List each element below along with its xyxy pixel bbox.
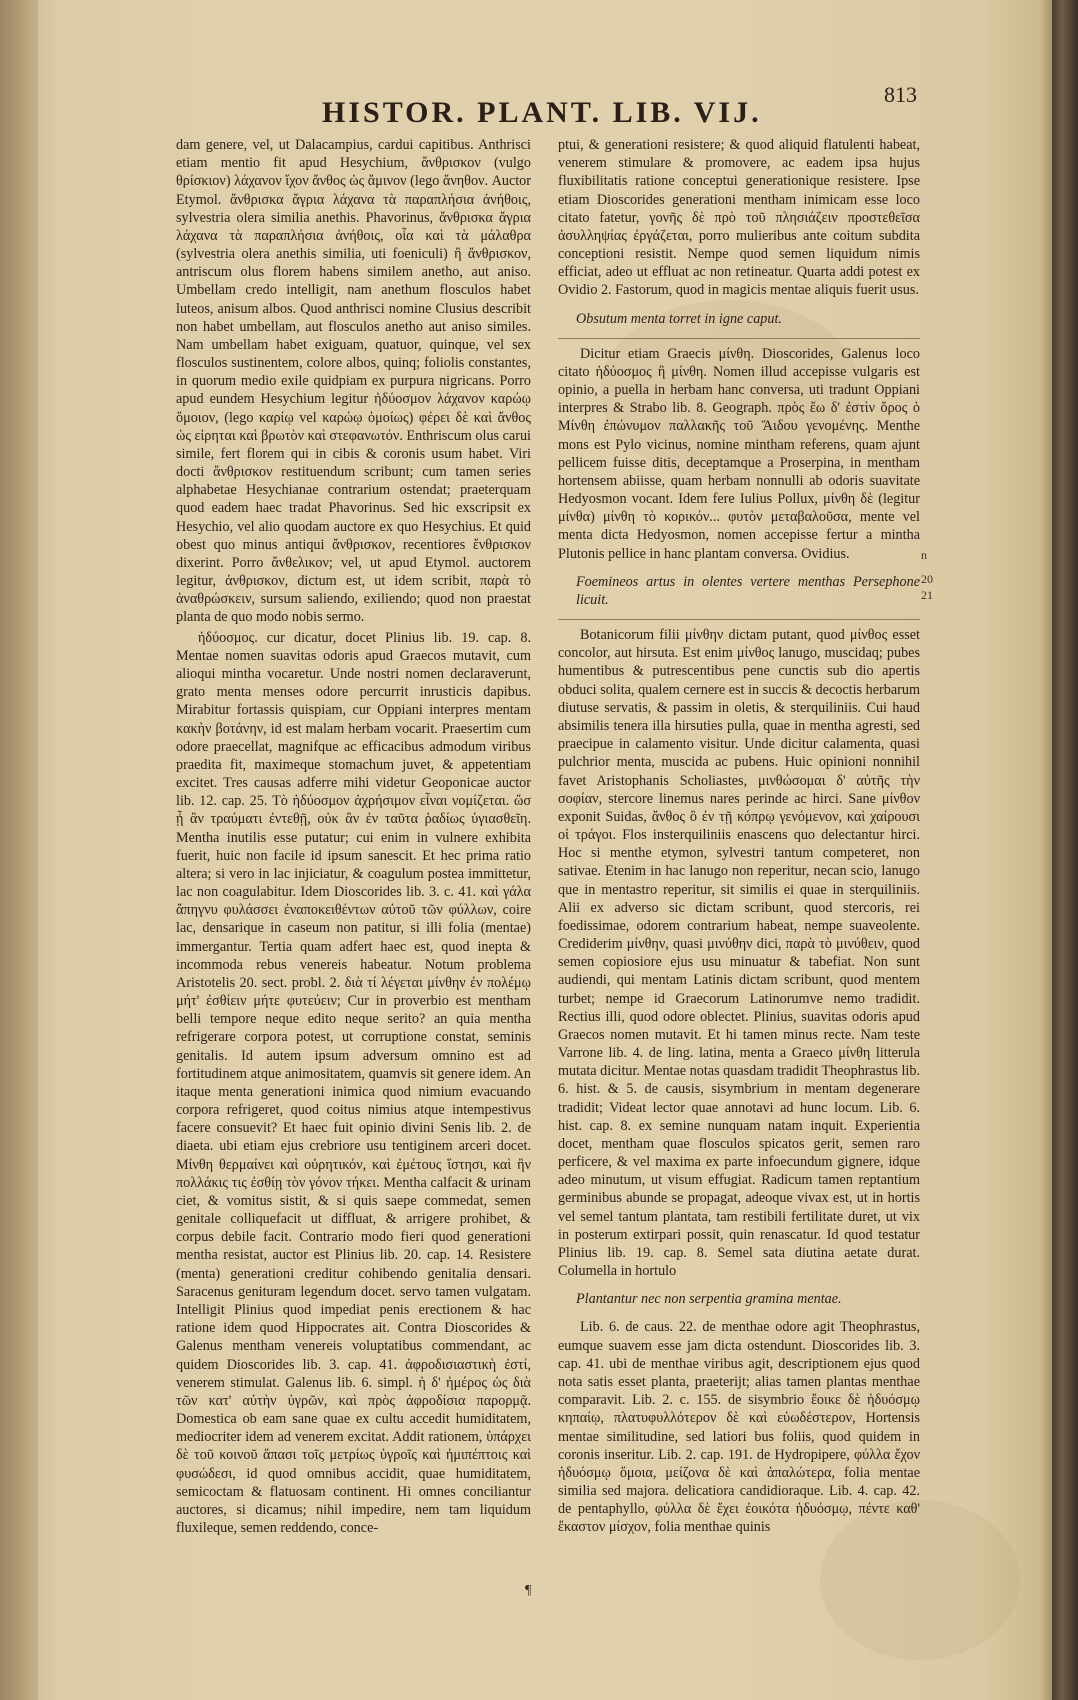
running-head: HISTOR. PLANT. LIB. VIJ. — [322, 96, 762, 129]
paragraph: ptui, & generationi resistere; & quod aliquid flatulenti habeat, venerem stimulare & promovere, ac eadem ipsa hujus fluxibilitatis ratione conceptui generationique resistere. Ipse etiam Dioscorides generationi mentham inimicam esse loco citato fatetur, γονῆς δὲ πρὸ τοῦ πλησιάζειν προστεθεῖσα ἀσυλληψίας ἐργάζεται, porro mulieribus ante coitum subdita conceptioni resistit. Nempe quod semen liquidum nimis efficiat, adeo ut effluat ac non retineatur. Quarta addi potest ex Ovidio 2. Fastorum, quod in magicis mentae aliquis fuerit usus. — [558, 137, 920, 299]
paragraph: Dicitur etiam Graecis μίνθη. Dioscorides, Galenus loco citato ἡδύοσμος ἢ μίνθη. Nomen illud accepisse vulgaris est opinio, a puella in herbam hanc conversa, uti tradunt Oppiani interpres & Strabo lib. 8. Geograph. πρὸς ἕω δ' ἐστὶν ὄρος ὁ Μίνθη ἐπώνυμον παλλακῆς τοῦ Ἅιδου γενομένης. Menthe mons est Pylo vicinus, nomine mintham referens, quam ajunt pellicem fuisse ditis, deceptamque a Proserpina, in mentham hortensem abiisse, quam herbam nonnulli ab odoris suavitate Hedyosmon vocant. Idem fere Iulius Pollux, μίνθη δὲ (legitur μίνθα) μίνθη τὸ κορικόν... φυτὸν μεταβαλοῦσα, mente vel menta dicta Hedyosmon, nomen accepisse fertur a mintha Plutonis pellice in hanc plantam conversa. Ovidius. — [558, 345, 920, 562]
verse-quote: Plantantur nec non serpentia gramina mentae. — [576, 1291, 842, 1308]
verse-quote: Foemineos artus in olentes vertere menthas Persephone licuit. — [576, 573, 920, 608]
verse-quote: Obsutum menta torret in igne caput. — [576, 310, 782, 327]
catchword: ¶ — [525, 1583, 532, 1598]
divider — [558, 338, 920, 339]
margin-mark: 20 — [921, 572, 933, 586]
margin-mark: n — [921, 548, 927, 562]
page-number: 813 — [884, 82, 917, 107]
page-gutter — [0, 0, 38, 1700]
paragraph: Botanicorum filii μίνθην dictam putant, quod μίνθος esset concolor, aut hirsuta. Est enim μίνθος lanugo, muscidaq; pubes humentibus & putrescentibus pene cunctis sub dio apertis obduci solita, qualem cernere est in succis & decoctis herbarum diutuse servatis, & passim in oletis, & sterquiliniis. Cui haud absimilis tenera illa hirsuties pulla, quae in mentha agresti, sed praecipue in calamento visitur. Unde dicitur calamenta, quasi pulchrior menta, muscida ac pubens. Huic opinioni nonnihil favet Aristophanis Scholiastes, μινθώσομαι δ' αὐτῆς τὴν σοφίαν, stercore linemus nares perinde ac hirci. Sane μίνθον exponit Suidas, ἄνθος ὃ ἐν τῇ κόπρῳ γενόμενον, καὶ χαίρουσι οἱ τράγοι. Flos insterquiliniis enascens quo delectantur hirci. Hoc si menthe etymon, sylvestri tantum competeret, non sativae. Etenim in hac lanugo non reperitur, necan scio, lanugo que in mentastro reperitur, sit similis ei quae in sterquiliniis. Alii ex adverso sic dictam scribunt, quod stercoris, rei foedissimae, odorem contrarium habeat, nempe suaveolente. Crediderim μίνθην, quasi μινύθην dici, παρὰ τὸ μινύθειν, quod semen copiosiore ejus usu minuatur & tabefiat. Non sunt audiendi, qui mentam Latinis dictam scribunt, quod mentem turbet; nempe id Graecorum Latinorumve nemo tradidit. Rectius illi, quod odore oblectet. Plinius, suavitas odoris apud Graecos nomen mutavit. Et hi tamen minus recte. Nam teste Varrone lib. 4. de ling. latina, menta a Graeco μίνθη litterula mutata dicitur. Mentae notas quasdam tradidit Theophrastus lib. 6. hist. & 5. de causis, sisymbrium in mentam degenerare tradidit; Videat lector quae annotavi ad hunc locum. Lib. 6. hist. cap. 8. ex semine nunquam natam inquit. Experientia docet, mentham quae flosculos spicatos gerit, semen raro perficere, & vel maxima ex parte infoecundum gignere, idque adeo minutum, ut visum effugiat. Radicum tamen reptantium germinibus abunde se propagat, adeoque vivax est, ut in hortis vel semel tantum plantata, tam restibili fertilitate duret, ut vix in posterum extirpari possit, quin renascatur. Id quod testatur Plinius lib. 19. cap. 8. Semel sata diutina aetate durat. Columella in hortulo — [558, 627, 920, 1280]
paragraph: ἡδύοσμος. cur dicatur, docet Plinius lib. 19. cap. 8. Mentae nomen suavitas odoris apud Graecos mutavit, cum alioqui mintha vocaretur. Unde nostri nomen declaraverunt, grato menta menses odore percurrit inrusticis dapibus. Mirabitur fortassis quispiam, cur Oppiani interpres mentam κακὴν βοτάνην, id est malam herbam vocarit. Praesertim cum odore praecellat, magnifque ac efficacibus admodum viribus praedita fit, maximeque stomachum juvet, & appetentiam excitet. Tres causas adferre mihi videtur Geoponicae auctor lib. 12. cap. 25. Τὸ ἡδύοσμον ἀχρήσιμον εἶναι νομίζεται. ὥσ ᾖ ἂν τραύματι ἐντεθῇ, οὐκ ἂν ἐν ταῦτα ῥαδίως ὑγιασθεῖη. Mentha inutilis esse putatur; cui enim in vulnere exhibita fuerit, huic non facile id ipsum sanescit. Et hec prima ratio altera; si vero in lac injiciatur, & coagulum postea immittetur, lac non coagulabitur. Idem Dioscorides lib. 3. c. 41. καὶ γάλα ἄπηγνυ φυλάσσει ἐναποκειθέντων αὐτοῦ τῶν φύλλων, coire lac, densarique in caseum non patitur, si illi folia (mentae) immergantur. Tertia quam adfert haec est, quod inepta & incommoda rebus venereis habeatur. Notum problema Aristotelis 20. sect. probl. 2. διὰ τί λέγεται μίνθην ἐν πολέμῳ μήτ' ἐσθίειν μήτε φυτεύειν; Cur in proverbio est mentham belli tempore neque edito neque serito? an quia mentha refrigerare corpora potest, ut corruptione constat, seminis genitalis. Id autem ipsum adversum omnino est ad fortitudinem atque animositatem, quamvis sit genere idem. An itaque menta generationi inimica quod nimium evacuando corpora refrigeret, quod coitus nimius atque intempestivus facere consuevit? Et haec fuit opinio divini Senis lib. 2. de diaeta. ubi etiam ejus crebriore usu tentiginem arceri docet. Μίνθη θερμαίνει καὶ οὐρητικόν, καὶ ἐμέτους ἵστησι, καὶ ἢν πολλάκις τις ἐσθίῃ τὸν γόνον τήκει. Mentha calfacit & urinam ciet, & vomitus sistit, & si quis saepe commedat, semen genitale colliquefacit ut diffluat, & arrigere prohibet, & corpus debile facit. Contrario modo fieri quod generationi mentha resistat, auctor est Plinius lib. 20. cap. 14. Resistere (menta) generationi creditur cohibendo genitalia densari. Saracenus genituram legendum docet. servo tamen vulgatam. Intelligit Plinius quod impediat penis erectionem & hac ratione idem quod Hippocrates ait. Contra Dioscorides & Galenus mentham venereis voluptatibus commendant, ac quidem Dioscorides lib. 3. cap. 41. ἀφροδισιαστικὴ ἐστί, venerem stimulat. Galenus lib. 6. simpl. ἡ δ' ἡμέρος ὡς διὰ τῶν κατ' αὐτὴν ὑγρῶν, καὶ πρὸς ἀφροδίσια παρορμᾷ. Domestica ob eam sane quae ex cultu accedit humiditatem, mediocriter idem ad venerem excitat. Addit rationem, ὑπάρχει δὲ τοῦ κοινοῦ ἅπασι τοῖς μετρίως ὑγροῖς καὶ ἡμιπέπτοις καὶ φυσώδεσι, id quod omnibus accidit, quae humiditatem, semicoctam & flatuosam continent. Hi omnes conciliantur auctores, si dicamus; nihil impedire, nem tam liquidum fluxileque, semen reddendo, conce- — [176, 629, 531, 1537]
divider — [558, 619, 920, 620]
paragraph: dam genere, vel, ut Dalacampius, cardui capitibus. Anthrisci etiam mentio fit apud Hesychium, ἄνθρισκον (vulgo θρίσκιον) λάχανον ἴχον ἄνθος ὡς ἄμινον (lego ἄνηθον. Auctor Etymol. ἄνθρισκα ἄγρια λάχανα τὰ παραπλήσια ἀνήθοις, sylvestria olera similia anethis. Phavorinus, ἄνθρισκα ἄγρια λάχανα τὰ παραπλήσια ἀνήθοις, οἷα καὶ τὰ μάλαθρα (sylvestria olera anethis similia, uti foeniculi) ἢ ἄνθρισκον, antriscum olus florem habens similem anetho, aut aniso. Umbellam credo intelligit, nam anethum flosculos habet luteos, anisum albos. Quod anthrisci nomine Clusius describit non habet umbellam, aut flosculos anetho aut aniso similes. Nam umbellam habet exiguam, quatuor, quinque, vel sex flosculos sustinentem, colore albos, quinq; foliolis constantes, in quorum medio exile quidpiam ex purpura nigricans. Porro apud eundem Hesychium legitur ἠδύοσμον λάχανον καρώῳ ὅμοιον, (lego καρίῳ vel καρώῳ ὁμοίως) φέρει δὲ καὶ ἄνθος ὡς εἰρηται καὶ βρωτὸν καὶ στεφανωτόν. Enthriscum olus carui simile, fert florem qui in cibis & coronis usum habet. Viri docti ἄνθρισκον restituendum scribunt; cum tamen series alphabetae Hesychianae contrarium ostendat; praeterquam quod eadem haec tradat Phavorinus. Sed hic exscripsit ex Hesychio, vel alio quodam auctore ex quo Hesychius. Et quid obest quo minus antiqui ἄνθρισκον, recentiores ἔνθρισκον dixerint. Porro ἄνθελικον; vel, ut apud Etymol. auctorem legitur, ἀνθρισκον, dictum est, ut idem scribit, παρὰ τὸ ἀναθρώσκειν, sursum saliendo, exiliendo; quod non praestat planta de quo modo nobis sermo. — [176, 137, 531, 626]
right-column — [558, 136, 920, 1539]
paragraph: Lib. 6. de caus. 22. de menthae odore agit Theophrastus, eumque suavem esse jam dicta ostendunt. Dioscorides lib. 3. cap. 41. ubi de menthae viribus agit, descriptionem ejus quod nota satis esset planta, praeterijt; alias tamen plantas menthae comparavit. Lib. 2. c. 155. de sisymbrio ἔοικε δὲ ἡδυόσμῳ κηπαίῳ, πλατυφυλλότερον δὲ καὶ εὐωδέστερον, Hortensis mentae similitudine, sed latiori bus foliis, quod quidem in coronis inseritur. Lib. 2. cap. 191. de Hydropipere, φύλλα ἔχον ἡδυόσμῳ ὅμοια, μείζονα δὲ καὶ ἁπαλώτερα, folia mentae similia sed majora. delicatiora candidioraque. Lib. 4. cap. 42. de pentaphyllo, φύλλα δὲ ἔχει ἐοικότα ἡδυόσμῳ, πέντε καθ' ἕκαστον μίσχον, folia menthae quinis — [558, 1319, 920, 1536]
page-edge — [1052, 0, 1078, 1700]
margin-mark: 21 — [921, 588, 933, 602]
left-column — [176, 136, 531, 1539]
